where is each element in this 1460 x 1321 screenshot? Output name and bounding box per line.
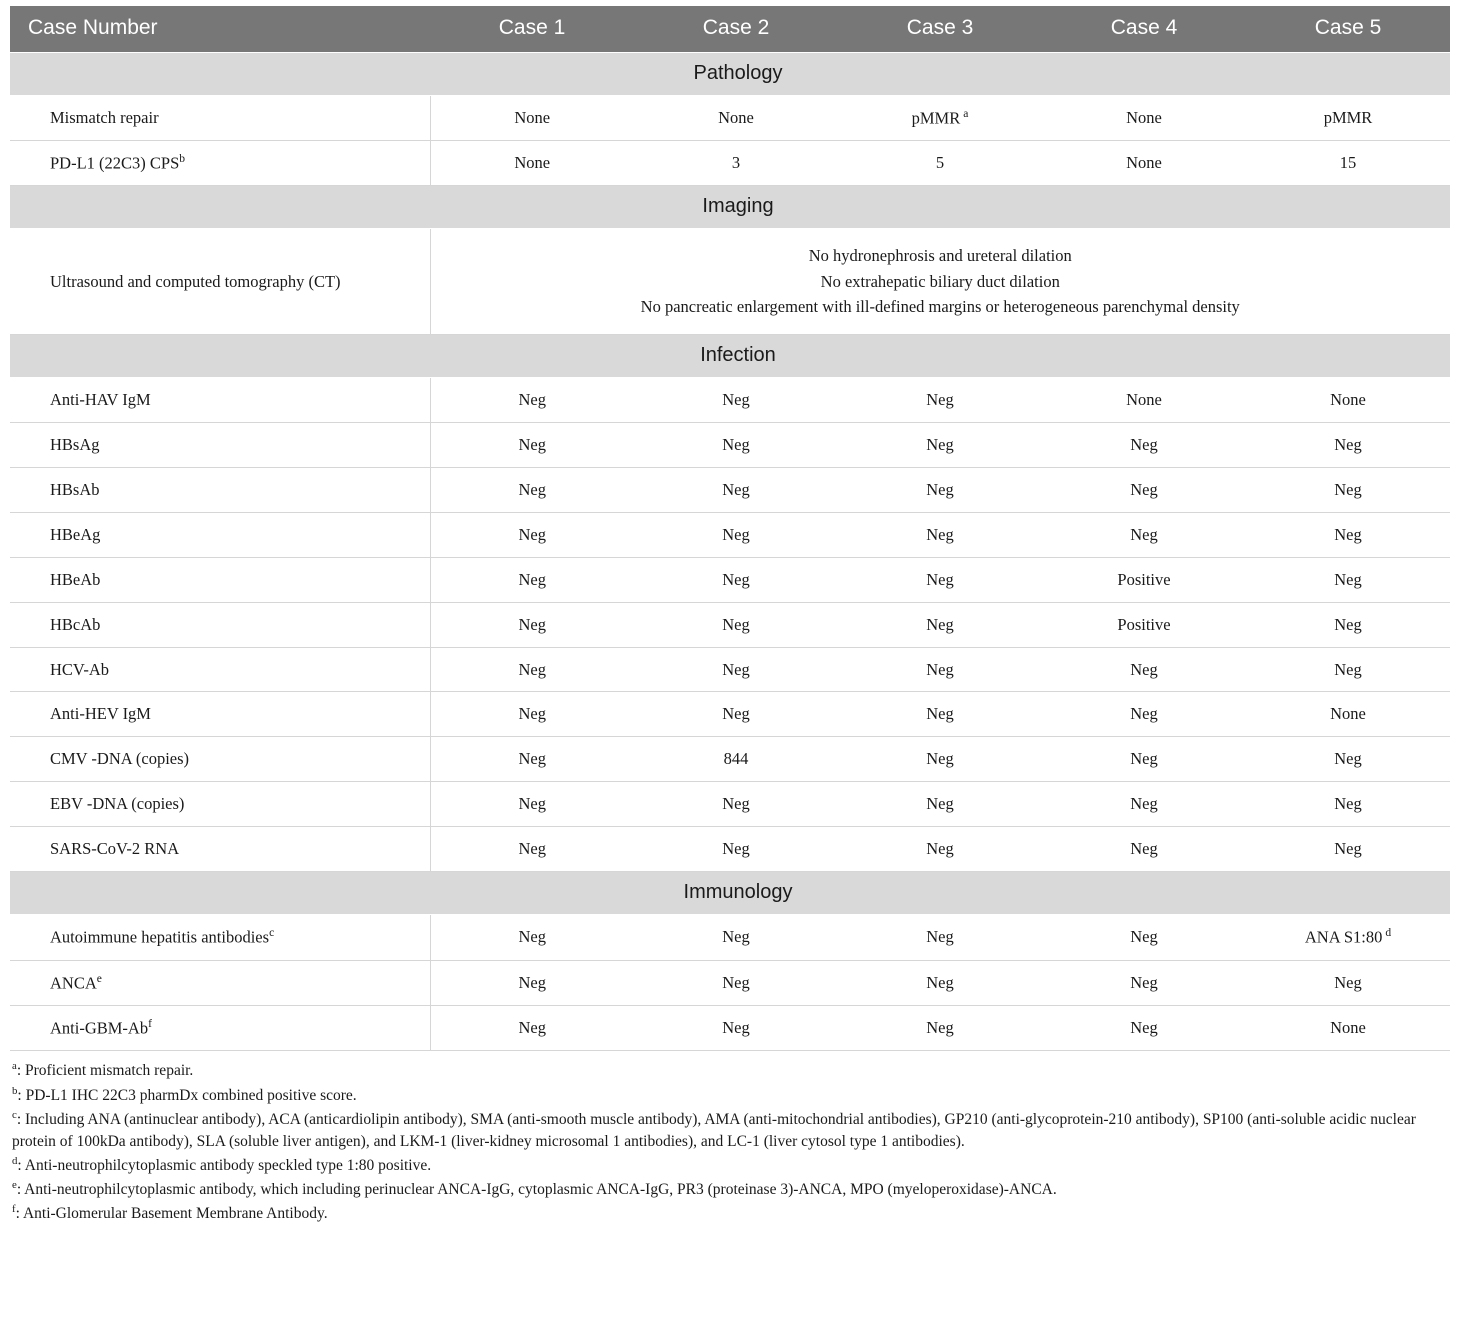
table-row <box>10 647 1450 692</box>
section-header-row <box>10 872 1450 915</box>
cell-case-3: Neg <box>838 915 1042 960</box>
table-row <box>10 915 1450 960</box>
footnote-marker: d <box>1385 927 1392 940</box>
cell-case-1: Neg <box>430 557 634 602</box>
row-label: HCV-Ab <box>10 647 430 692</box>
cell-case-1: Neg <box>430 467 634 512</box>
cell-case-5: Neg <box>1246 737 1450 782</box>
cell-case-5: Neg <box>1246 467 1450 512</box>
cell-case-2: Neg <box>634 378 838 423</box>
footnote-marker: b <box>12 1084 18 1097</box>
table-row <box>10 229 1450 335</box>
cell-case-5: Neg <box>1246 602 1450 647</box>
footnote-a: $^a$: Proficient mismatch repair. <box>12 1060 194 1080</box>
cell-case-5: pMMR <box>1246 96 1450 141</box>
column-header-case-4: Case 4 <box>1042 6 1246 53</box>
cell-case-1: Neg <box>430 422 634 467</box>
row-label: HBeAb <box>10 557 430 602</box>
cell-case-4: Positive <box>1042 602 1246 647</box>
footnotes-block <box>0 1051 1460 1240</box>
footnote-d: $^d$: Anti-neutrophilcytoplasmic antibody speckled type 1:80 positive. <box>12 1154 432 1175</box>
cell-case-1: Neg <box>430 512 634 557</box>
table-header-row <box>10 6 1450 53</box>
table-row <box>10 782 1450 827</box>
footnote-f: $^f$: Anti-Glomerular Basement Membrane Antibody. <box>12 1203 328 1223</box>
cell-case-2: None <box>634 96 838 141</box>
cell-case-1: Neg <box>430 647 634 692</box>
cell-case-2: Neg <box>634 467 838 512</box>
table-row <box>10 422 1450 467</box>
row-label: HBcAb <box>10 602 430 647</box>
cell-case-3: Neg <box>838 1006 1042 1051</box>
cell-case-5: Neg <box>1246 647 1450 692</box>
row-label: HBsAg <box>10 422 430 467</box>
cell-case-1: Neg <box>430 827 634 872</box>
row-label: SARS-CoV-2 RNA <box>10 827 430 872</box>
row-label: Mismatch repair <box>10 96 430 141</box>
row-label: Autoimmune hepatitis antibodies$^c$ <box>10 915 430 960</box>
cell-case-4: Neg <box>1042 512 1246 557</box>
cell-case-1: Neg <box>430 915 634 960</box>
table-row <box>10 692 1450 737</box>
cell-case-2: Neg <box>634 422 838 467</box>
column-header-case-number: Case Number <box>10 6 430 53</box>
footnote-marker: c <box>269 927 275 940</box>
cell-case-1: None <box>430 96 634 141</box>
row-label: ANCA$^e$ <box>10 960 430 1005</box>
row-label: HBsAb <box>10 467 430 512</box>
footnote-marker: e <box>96 972 102 985</box>
cell-case-4: Neg <box>1042 467 1246 512</box>
cell-case-3: Neg <box>838 422 1042 467</box>
section-title: Pathology <box>10 53 1450 96</box>
cell-case-3: Neg <box>838 378 1042 423</box>
table-row <box>10 1006 1450 1051</box>
row-label: EBV -DNA (copies) <box>10 782 430 827</box>
table-row <box>10 827 1450 872</box>
cell-case-4: None <box>1042 140 1246 185</box>
cell-case-5: None <box>1246 1006 1450 1051</box>
cell-case-5: ANA S1:80 $^d$ <box>1246 915 1450 960</box>
cell-case-2: Neg <box>634 557 838 602</box>
cell-case-3: Neg <box>838 512 1042 557</box>
cell-case-2: Neg <box>634 960 838 1005</box>
cell-case-1: Neg <box>430 737 634 782</box>
cell-case-1: Neg <box>430 960 634 1005</box>
merged-imaging-findings: No hydronephrosis and ureteral dilation No extrahepatic biliary duct dilation No pancreatic enlargement with ill-defined margins or heterogeneous parenchymal density <box>430 229 1450 335</box>
cell-case-5: Neg <box>1246 512 1450 557</box>
cell-case-3: Neg <box>838 960 1042 1005</box>
row-label: PD-L1 (22C3) CPS$^b$ <box>10 140 430 185</box>
cell-case-2: 844 <box>634 737 838 782</box>
cell-case-1: Neg <box>430 782 634 827</box>
cell-case-5: Neg <box>1246 960 1450 1005</box>
table-row <box>10 737 1450 782</box>
cell-case-4: Neg <box>1042 915 1246 960</box>
cell-case-2: Neg <box>634 782 838 827</box>
cell-case-2: Neg <box>634 827 838 872</box>
section-header-row <box>10 335 1450 378</box>
table-row <box>10 140 1450 185</box>
table-row <box>10 602 1450 647</box>
cell-case-2: Neg <box>634 512 838 557</box>
row-label: Anti-HEV IgM <box>10 692 430 737</box>
row-label: CMV -DNA (copies) <box>10 737 430 782</box>
table-row <box>10 960 1450 1005</box>
clinical-results-table <box>10 6 1450 1051</box>
row-label: HBeAg <box>10 512 430 557</box>
cell-case-2: Neg <box>634 602 838 647</box>
section-header-row <box>10 53 1450 96</box>
cell-case-3: Neg <box>838 602 1042 647</box>
table-header <box>10 6 1450 53</box>
cell-case-4: Neg <box>1042 692 1246 737</box>
cell-case-4: Neg <box>1042 827 1246 872</box>
cell-case-3: Neg <box>838 782 1042 827</box>
cell-case-2: Neg <box>634 692 838 737</box>
cell-case-3: Neg <box>838 467 1042 512</box>
section-title: Infection <box>10 335 1450 378</box>
footnote-c: $^c$: Including ANA (antinuclear antibody), ACA (anticardiolipin antibody), SMA (anti-smooth muscle antibody), AMA (anti-mitochondrial antibodies), GP210 (anti-glycoprotein-210 antibody), SP100 (anti-soluble acidic nuclear protein of 100kDa antibody), SLA (soluble liver antigen), and LKM-1 (liver-kidney microsomal 1 antibodies), and LC-1 (liver cytosol type 1 antibodies). <box>12 1108 1416 1150</box>
cell-case-5: Neg <box>1246 827 1450 872</box>
cell-case-3: Neg <box>838 692 1042 737</box>
footnote-marker: b <box>179 152 186 165</box>
cell-case-5: Neg <box>1246 422 1450 467</box>
table-body <box>10 53 1450 1051</box>
cell-case-5: None <box>1246 692 1450 737</box>
cell-case-2: Neg <box>634 647 838 692</box>
cell-case-3: Neg <box>838 557 1042 602</box>
footnote-marker: c <box>12 1108 17 1121</box>
cell-case-1: Neg <box>430 692 634 737</box>
column-header-case-2: Case 2 <box>634 6 838 53</box>
cell-case-4: Neg <box>1042 737 1246 782</box>
column-header-case-3: Case 3 <box>838 6 1042 53</box>
cell-case-5: None <box>1246 378 1450 423</box>
footnote-marker: a <box>963 107 969 120</box>
cell-case-1: Neg <box>430 1006 634 1051</box>
table-row <box>10 557 1450 602</box>
footnote-marker: a <box>12 1060 17 1073</box>
table-row <box>10 378 1450 423</box>
cell-case-4: Neg <box>1042 960 1246 1005</box>
table-row <box>10 512 1450 557</box>
cell-case-5: Neg <box>1246 557 1450 602</box>
cell-case-4: Neg <box>1042 782 1246 827</box>
cell-case-3: Neg <box>838 827 1042 872</box>
footnote-e: $^e$: Anti-neutrophilcytoplasmic antibody, which including perinuclear ANCA-IgG, cytoplasmic ANCA-IgG, PR3 (proteinase 3)-ANCA, MPO (myeloperoxidase)-ANCA. <box>12 1179 1057 1199</box>
cell-case-3: 5 <box>838 140 1042 185</box>
cell-case-4: Neg <box>1042 647 1246 692</box>
footnote-b: $^b$: PD-L1 IHC 22C3 pharmDx combined positive score. <box>12 1084 357 1104</box>
column-header-case-1: Case 1 <box>430 6 634 53</box>
cell-case-1: None <box>430 140 634 185</box>
cell-case-5: 15 <box>1246 140 1450 185</box>
cell-case-1: Neg <box>430 602 634 647</box>
column-header-case-5: Case 5 <box>1246 6 1450 53</box>
section-title: Immunology <box>10 872 1450 915</box>
cell-case-4: Neg <box>1042 422 1246 467</box>
cell-case-4: Positive <box>1042 557 1246 602</box>
cell-case-4: None <box>1042 378 1246 423</box>
cell-case-3: Neg <box>838 737 1042 782</box>
cell-case-1: Neg <box>430 378 634 423</box>
table-row <box>10 96 1450 141</box>
cell-case-2: Neg <box>634 1006 838 1051</box>
footnote-marker: f <box>148 1018 152 1031</box>
footnote-marker: f <box>12 1203 16 1216</box>
cell-case-4: Neg <box>1042 1006 1246 1051</box>
footnote-marker: d <box>12 1154 18 1167</box>
section-header-row <box>10 186 1450 229</box>
cell-case-3: Neg <box>838 647 1042 692</box>
cell-case-2: 3 <box>634 140 838 185</box>
cell-case-2: Neg <box>634 915 838 960</box>
row-label: Ultrasound and computed tomography (CT) <box>10 229 430 335</box>
cell-case-3: pMMR $^a$ <box>838 96 1042 141</box>
row-label: Anti-HAV IgM <box>10 378 430 423</box>
section-title: Imaging <box>10 186 1450 229</box>
row-label: Anti-GBM-Ab$^f$ <box>10 1006 430 1051</box>
cell-case-5: Neg <box>1246 782 1450 827</box>
footnote-marker: e <box>12 1179 17 1192</box>
cell-case-4: None <box>1042 96 1246 141</box>
table-row <box>10 467 1450 512</box>
